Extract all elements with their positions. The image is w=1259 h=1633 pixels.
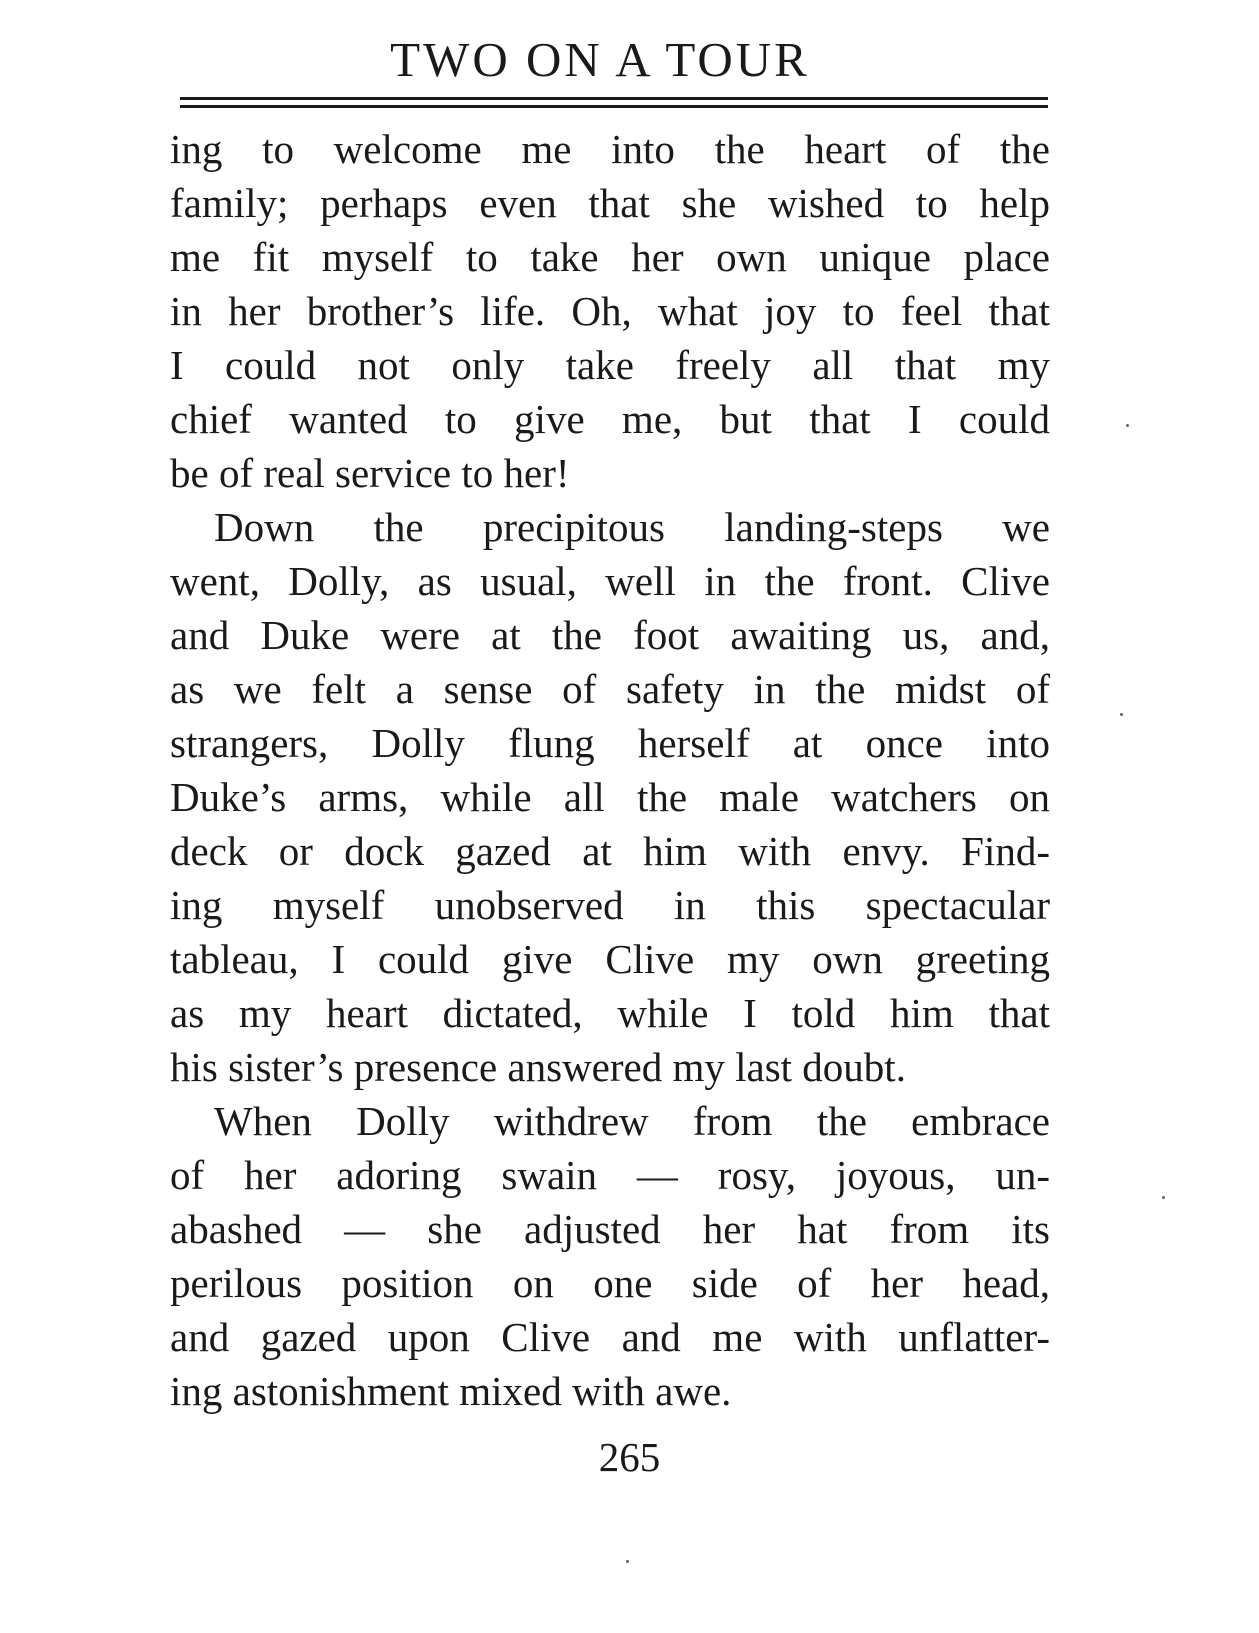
text-line: ing astonishment mixed with awe. xyxy=(170,1368,732,1414)
text-line: went, Dolly, as usual, well in the front. Clive xyxy=(170,558,1050,604)
scan-speck xyxy=(1120,713,1123,716)
scan-speck xyxy=(626,1560,629,1563)
text-line: ing to welcome me into the heart of the xyxy=(170,126,1050,172)
text-line: as we felt a sense of safety in the midst of xyxy=(170,666,1050,712)
text-line: me fit myself to take her own unique place xyxy=(170,234,1050,280)
text-line: be of real service to her! xyxy=(170,450,570,496)
text-line: perilous position on one side of her head, xyxy=(170,1260,1050,1306)
text-line: strangers, Dolly flung herself at once into xyxy=(170,720,1050,766)
page-number: 265 xyxy=(598,1434,661,1480)
book-page xyxy=(170,30,1050,1418)
text-line: as my heart dictated, while I told him that xyxy=(170,990,1050,1036)
text-line: and gazed upon Clive and me with unflatter- xyxy=(170,1314,1050,1360)
paragraph-1 xyxy=(170,122,1050,500)
paragraph-2 xyxy=(170,500,1050,1094)
header-double-rule xyxy=(180,92,1048,112)
running-title: TWO ON A TOUR xyxy=(390,32,810,87)
text-line: and Duke were at the foot awaiting us, and, xyxy=(170,612,1050,658)
header-rule-top xyxy=(180,97,1048,100)
body-text xyxy=(170,122,1050,1418)
scan-speck xyxy=(1162,1196,1165,1199)
text-line: tableau, I could give Clive my own greeting xyxy=(170,936,1050,982)
text-line: deck or dock gazed at him with envy. Find- xyxy=(170,828,1050,874)
text-line: of her adoring swain — rosy, joyous, un- xyxy=(170,1152,1050,1198)
text-line: in her brother’s life. Oh, what joy to feel that xyxy=(170,288,1050,334)
text-line: abashed — she adjusted her hat from its xyxy=(170,1206,1050,1252)
text-line: I could not only take freely all that my xyxy=(170,342,1050,388)
text-line: Down the precipitous landing-steps we xyxy=(214,504,1050,550)
scan-speck xyxy=(1126,424,1129,427)
text-line: Duke’s arms, while all the male watchers on xyxy=(170,774,1050,820)
paragraph-3 xyxy=(170,1094,1050,1418)
header-rule-bottom xyxy=(180,105,1048,108)
text-line: ing myself unobserved in this spectacular xyxy=(170,882,1050,928)
text-line: family; perhaps even that she wished to help xyxy=(170,180,1050,226)
text-line: his sister’s presence answered my last doubt. xyxy=(170,1044,906,1090)
text-line: When Dolly withdrew from the embrace xyxy=(214,1098,1050,1144)
text-line: chief wanted to give me, but that I could xyxy=(170,396,1050,442)
